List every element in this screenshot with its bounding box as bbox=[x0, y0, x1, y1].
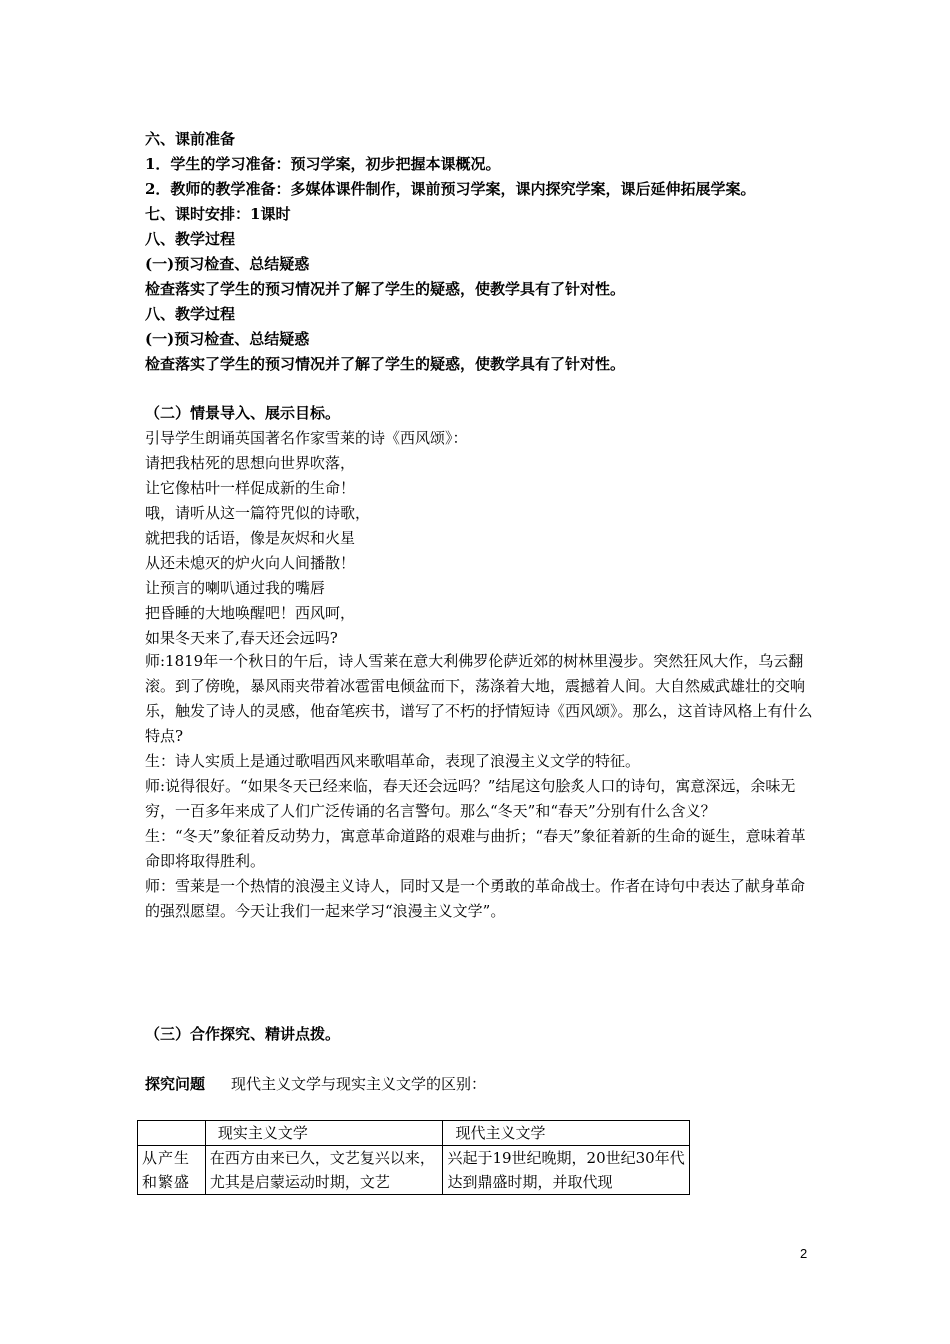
table-row bbox=[138, 1146, 690, 1195]
poem-line: 就把我的话语，像是灰烬和火星 bbox=[145, 529, 356, 547]
poem-line: 让预言的喇叭通过我的嘴唇 bbox=[145, 579, 326, 597]
inquiry-label: 探究问题 bbox=[145, 1075, 206, 1093]
poem-line: 把昏睡的大地唤醒吧！西风呵， bbox=[145, 604, 356, 622]
inquiry-text: 现代主义文学与现实主义文学的区别： bbox=[231, 1075, 487, 1093]
table-header-cell bbox=[138, 1121, 206, 1146]
table-cell: 从产生和繁盛 bbox=[138, 1146, 206, 1195]
table-cell: 兴起于19世纪晚期，20世纪30年代达到鼎盛时期，并取代现 bbox=[443, 1146, 690, 1195]
dialogue-block bbox=[145, 649, 815, 924]
part2-heading: （二）情景导入、展示目标。 bbox=[145, 404, 341, 422]
section8b-text: 检查落实了学生的预习情况并了解了学生的疑惑，使教学具有了针对性。 bbox=[145, 355, 626, 373]
poem-line: 如果冬天来了,春天还会远吗? bbox=[145, 629, 338, 647]
section8a-sub: (一)预习检查、总结疑惑 bbox=[145, 255, 310, 273]
section8a-text: 检查落实了学生的预习情况并了解了学生的疑惑，使教学具有了针对性。 bbox=[145, 280, 626, 298]
part2-intro: 引导学生朗诵英国著名作家雪莱的诗《西风颂》： bbox=[145, 429, 468, 447]
dialogue-paragraph: 师:说得很好。“如果冬天已经来临，春天还会远吗？”结尾这句脍炙人口的诗句，寓意深远，余味无穷，一百多年来成了人们广泛传诵的名言警句。那么“冬天”和“春天”分别有什么含义？ bbox=[145, 777, 796, 820]
poem-line: 让它像枯叶一样促成新的生命！ bbox=[145, 479, 356, 497]
section6-item1: 1．学生的学习准备：预习学案，初步把握本课概况。 bbox=[145, 155, 501, 173]
section6-heading: 六、课前准备 bbox=[145, 130, 236, 148]
dialogue-paragraph: 师:1819年一个秋日的午后，诗人雪莱在意大利佛罗伦萨近郊的树林里漫步。突然狂风大作，乌云翻滚。到了傍晚，暴风雨夹带着冰雹雷电倾盆而下，荡涤着大地，震撼着人间。大自然威武雄壮的交响乐，触发了诗人的灵感，他奋笔疾书，谱写了不朽的抒情短诗《西风颂》。那么，这首诗风格上有什么特点? bbox=[145, 652, 813, 745]
poem-line: 哦，请听从这一篇符咒似的诗歌， bbox=[145, 504, 371, 522]
section8b-heading: 八、教学过程 bbox=[145, 305, 236, 323]
dialogue-paragraph: 生：诗人实质上是通过歌唱西风来歌唱革命，表现了浪漫主义文学的特征。 bbox=[145, 752, 641, 770]
comparison-table bbox=[137, 1120, 690, 1195]
dialogue-paragraph: 师：雪莱是一个热情的浪漫主义诗人，同时又是一个勇敢的革命战士。作者在诗句中表达了献身革命的强烈愿望。今天让我们一起来学习“浪漫主义文学”。 bbox=[145, 877, 806, 920]
table-header-cell: 现实主义文学 bbox=[205, 1121, 443, 1146]
table-cell: 在西方由来已久，文艺复兴以来，尤其是启蒙运动时期，文艺 bbox=[205, 1146, 443, 1195]
poem-line: 请把我枯死的思想向世界吹落， bbox=[145, 454, 356, 472]
part3-heading: （三）合作探究、精讲点拨。 bbox=[145, 1025, 341, 1043]
section7-heading: 七、课时安排：1课时 bbox=[145, 205, 291, 223]
table-header-cell: 现代主义文学 bbox=[443, 1121, 690, 1146]
dialogue-paragraph: 生：“冬天”象征着反动势力，寓意革命道路的艰难与曲折；“春天”象征着新的生命的诞生，意味着革命即将取得胜利。 bbox=[145, 827, 806, 870]
page-number: 2 bbox=[800, 1246, 808, 1261]
section6-item2: 2．教师的教学准备：多媒体课件制作，课前预习学案，课内探究学案，课后延伸拓展学案。 bbox=[145, 180, 756, 198]
section8a-heading: 八、教学过程 bbox=[145, 230, 236, 248]
section8b-sub: (一)预习检查、总结疑惑 bbox=[145, 330, 310, 348]
inquiry-line bbox=[145, 1073, 486, 1095]
table-header-row bbox=[138, 1121, 690, 1146]
poem-line: 从还未熄灭的炉火向人间播散！ bbox=[145, 554, 356, 572]
